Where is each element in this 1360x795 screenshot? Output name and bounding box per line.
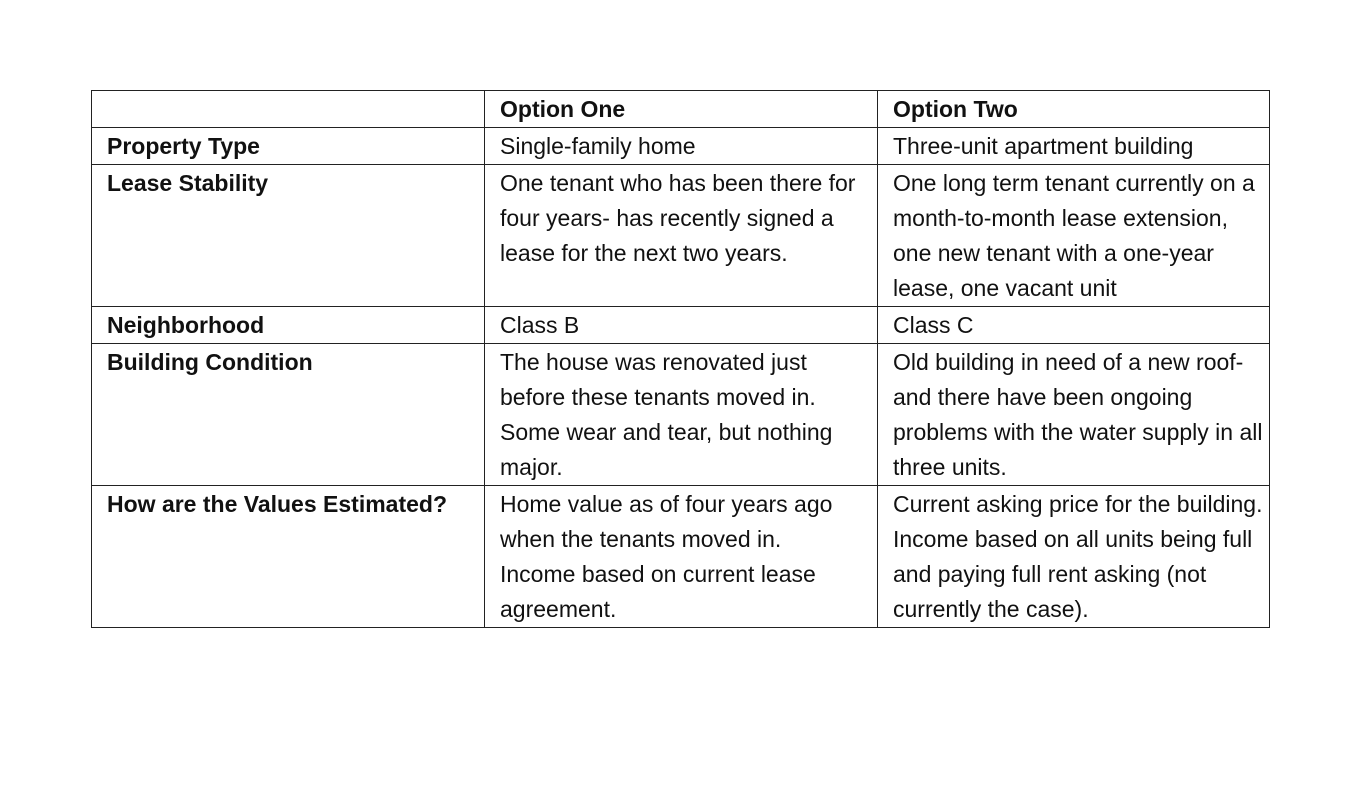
option-two-cell	[878, 486, 1270, 628]
row-label: Building Condition	[92, 344, 485, 486]
option-one-cell	[485, 307, 878, 344]
cell-text: Income based on current lease agreement.	[500, 561, 816, 622]
cell-text: Old building in need of a new roof- and there have been ongoing problems with the water supply in all three units.	[893, 349, 1263, 480]
cell-text: The house was renovated just before these tenants moved in. Some wear and tear, but nothing major.	[500, 349, 833, 480]
table-row	[92, 486, 1270, 628]
cell-text: One long term tenant currently on a month-to-month lease extension, one new tenant with a one-year lease, one vacant unit	[893, 170, 1255, 301]
cell-text: One tenant who has been there for four years- has recently signed a lease for the next two years.	[500, 170, 856, 266]
header-cell-empty	[92, 91, 485, 128]
option-one-cell	[485, 486, 878, 628]
option-two-cell	[878, 344, 1270, 486]
table-row	[92, 165, 1270, 307]
table-header-row	[92, 91, 1270, 128]
option-two-cell	[878, 307, 1270, 344]
option-one-cell	[485, 165, 878, 307]
header-option-one: Option One	[485, 91, 878, 128]
cell-text: Current asking price for the building.	[893, 491, 1263, 517]
cell-text: Income based on all units being full and paying full rent asking (not currently the case).	[893, 526, 1253, 622]
option-two-cell	[878, 128, 1270, 165]
header-option-two: Option Two	[878, 91, 1270, 128]
row-label: Neighborhood	[92, 307, 485, 344]
option-one-cell	[485, 344, 878, 486]
cell-text: Class B	[500, 312, 580, 338]
cell-text: Home value as of four years ago when the tenants moved in.	[500, 491, 833, 552]
row-label: Property Type	[92, 128, 485, 165]
cell-text: Class C	[893, 312, 974, 338]
table-row	[92, 128, 1270, 165]
option-one-cell	[485, 128, 878, 165]
table-row	[92, 344, 1270, 486]
comparison-table	[91, 90, 1270, 628]
row-label: How are the Values Estimated?	[92, 486, 485, 628]
option-two-cell	[878, 165, 1270, 307]
cell-text: Single-family home	[500, 133, 696, 159]
row-label: Lease Stability	[92, 165, 485, 307]
cell-text: Three-unit apartment building	[893, 133, 1194, 159]
table-row	[92, 307, 1270, 344]
